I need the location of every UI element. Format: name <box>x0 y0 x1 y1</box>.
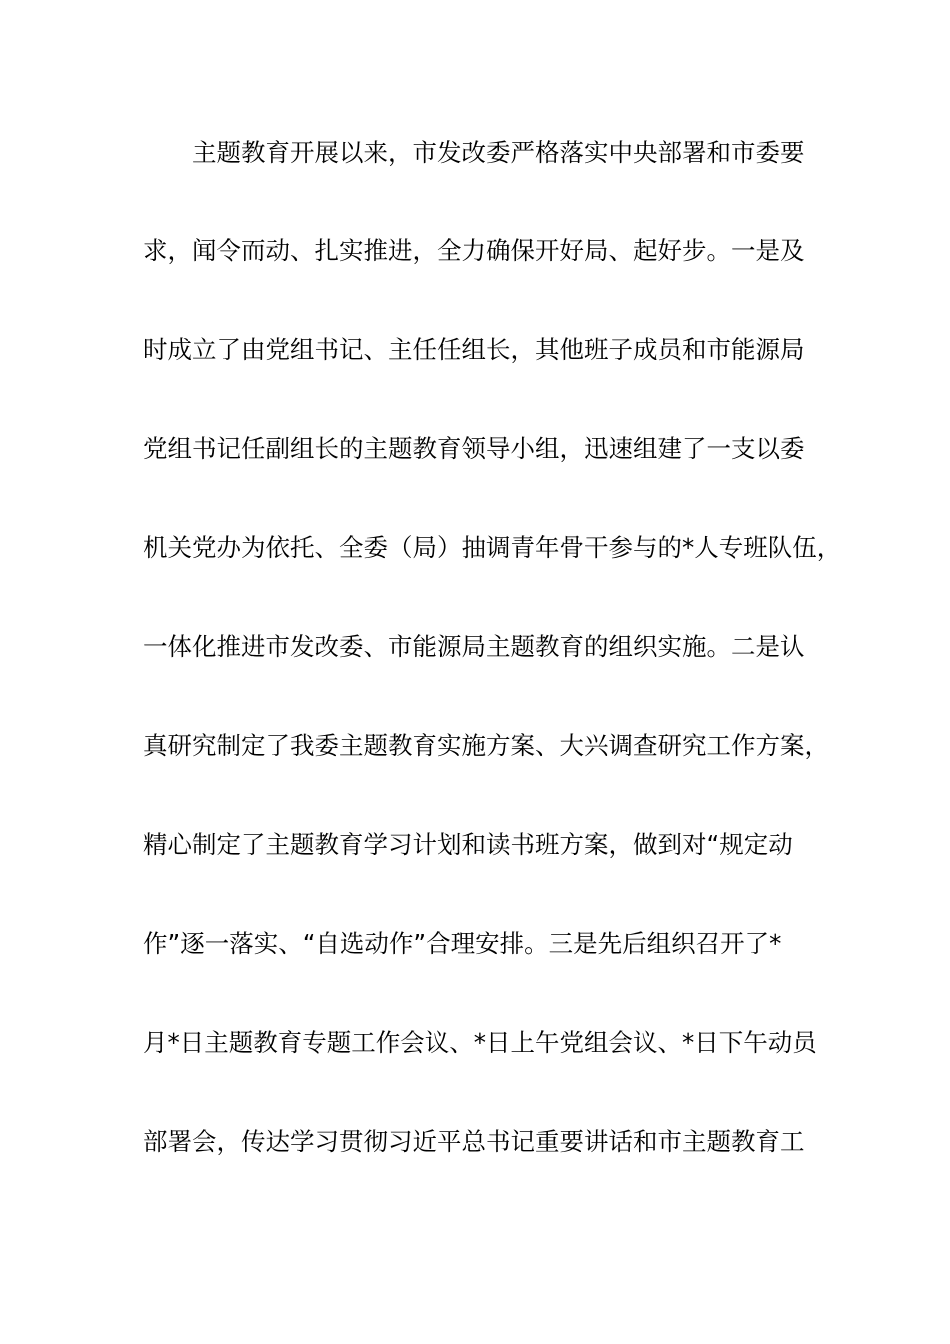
paragraph-line-10: 月*日主题教育专题工作会议、*日上午党组会议、*日下午动员 <box>143 1028 817 1057</box>
paragraph-line-3: 时成立了由党组书记、主任任组长，其他班子成员和市能源局 <box>143 335 805 364</box>
paragraph-line-2: 求，闻令而动、扎实推进，全力确保开好局、起好步。一是及 <box>143 236 805 265</box>
paragraph-line-7: 真研究制定了我委主题教育实施方案、大兴调查研究工作方案， <box>143 731 829 760</box>
paragraph-line-4: 党组书记任副组长的主题教育领导小组，迅速组建了一支以委 <box>143 434 805 463</box>
paragraph-line-8: 精心制定了主题教育学习计划和读书班方案，做到对“规定动 <box>143 830 793 859</box>
paragraph-line-9: 作”逐一落实、“自选动作”合理安排。三是先后组织召开了* <box>143 929 782 958</box>
paragraph-line-6: 一体化推进市发改委、市能源局主题教育的组织实施。二是认 <box>143 632 805 661</box>
paragraph-line-11: 部署会，传达学习贯彻习近平总书记重要讲话和市主题教育工 <box>143 1127 805 1156</box>
paragraph-line-1: 主题教育开展以来，市发改委严格落实中央部署和市委要 <box>192 138 805 167</box>
paragraph-line-5: 机关党办为依托、全委（局）抽调青年骨干参与的*人专班队伍， <box>143 533 842 562</box>
